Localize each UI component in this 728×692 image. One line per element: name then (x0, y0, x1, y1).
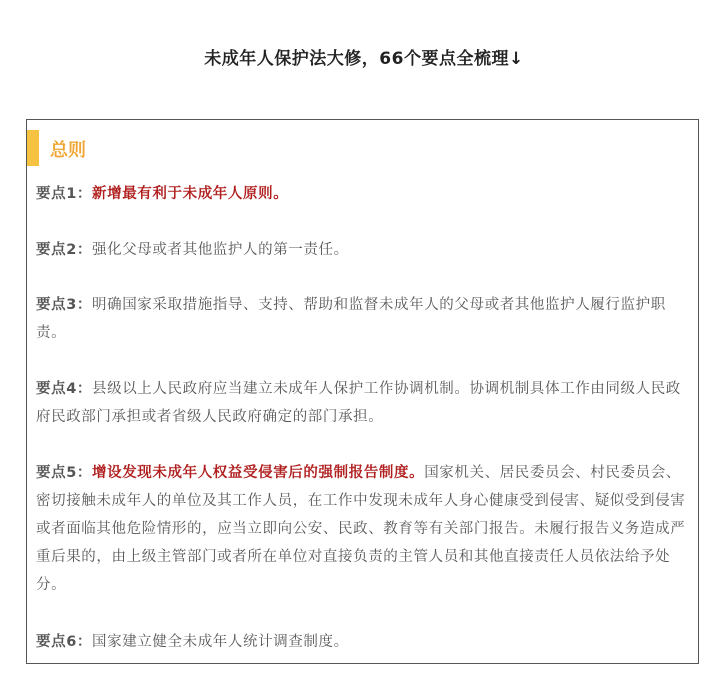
point-highlight: 新增最有利于未成年人原则。 (92, 186, 289, 202)
point-3 (36, 291, 692, 347)
point-6 (36, 628, 692, 656)
point-text: 明确国家采取措施指导、支持、帮助和监督未成年人的父母或者其他监护人履行监护职责。 (36, 297, 666, 341)
point-label: 要点6： (36, 634, 92, 650)
point-text: 县级以上人民政府应当建立未成年人保护工作协调机制。协调机制具体工作由同级人民政府民政部门承担或者省级人民政府确定的部门承担。 (36, 381, 681, 425)
point-4 (36, 375, 692, 431)
point-label: 要点3： (36, 297, 92, 313)
page-title: 未成年人保护法大修，66个要点全梳理↓ (204, 49, 524, 69)
point-text: 国家机关、居民委员会、村民委员会、密切接触未成年人的单位及其工作人员，在工作中发现未成年人身心健康受到侵害、疑似受到侵害或者面临其他危险情形的，应当立即向公安、民政、教育等有关部门报告。未履行报告义务造成严重后果的，由上级主管部门或者所在单位对直接负责的主管人员和其他直接责任人员依法给予处分。 (36, 465, 686, 593)
point-label: 要点1： (36, 186, 92, 202)
point-label: 要点4： (36, 381, 92, 397)
point-highlight: 增设发现未成年人权益受侵害后的强制报告制度。 (92, 465, 425, 481)
point-text: 强化父母或者其他监护人的第一责任。 (92, 242, 349, 258)
point-5 (36, 459, 692, 599)
point-label: 要点5： (36, 465, 92, 481)
point-text: 国家建立健全未成年人统计调查制度。 (92, 634, 349, 650)
section-accent-bar (27, 130, 39, 166)
point-1 (36, 180, 692, 208)
content-box (26, 119, 699, 664)
section-title: 总则 (50, 140, 86, 161)
point-label: 要点2： (36, 242, 92, 258)
point-2 (36, 236, 692, 264)
